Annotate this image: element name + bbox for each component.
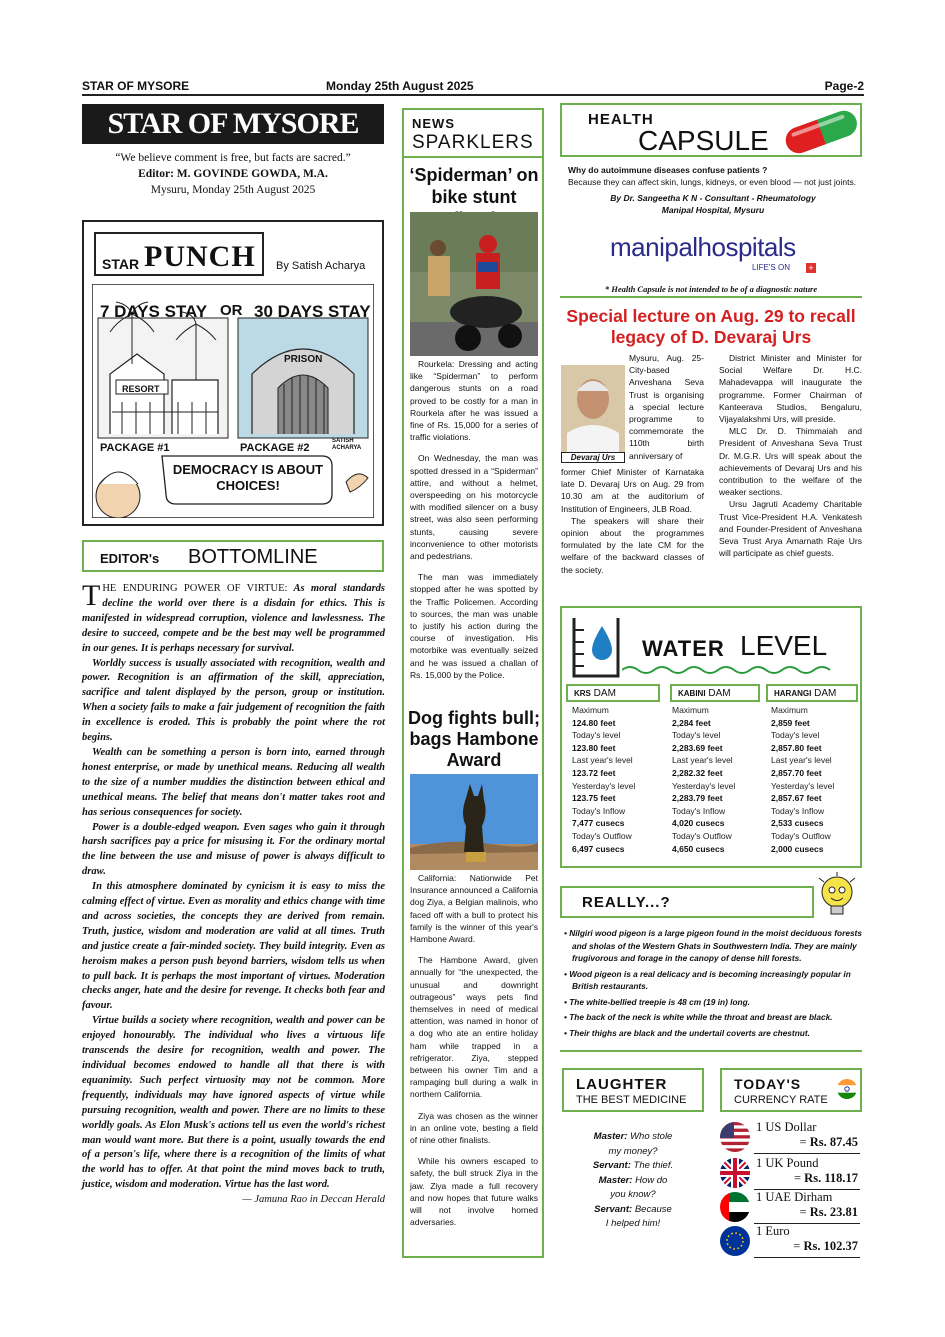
editorial-body [82, 579, 385, 1208]
really-title-box [560, 886, 814, 918]
really-divider [560, 1050, 862, 1052]
news-s2-p3: Ziya was chosen as the winner in an online vote, besting a field of nine other finalists. [410, 1110, 538, 1146]
health-content [568, 164, 858, 216]
news-story-1 [410, 358, 538, 690]
currency-gbp-name: 1 UK Pound [756, 1156, 819, 1170]
masthead-tagline: “We believe comment is free, but facts are sacred.” [115, 152, 351, 164]
lecture-col2 [719, 352, 862, 559]
masthead-title: STAR OF MYSORE [82, 104, 384, 144]
currency-title-box [720, 1068, 862, 1112]
really-item-5-text: Their thighs are black and the undertail coverts are chestnut. [569, 1027, 810, 1038]
currency-eur-name: 1 Euro [756, 1224, 790, 1238]
kabini-max: 2,284 feet [672, 717, 711, 728]
news-sparklers-column [402, 108, 544, 1258]
header-paper-name: STAR OF MYSORE [82, 79, 190, 93]
news-s2-p4: While his owners escaped to safety, the bull struck Ziya in the jaw. Ziya made a full recovery and now hopes that future walks will not involve horned adversaries. [410, 1156, 538, 1228]
dam-krs-suffix: DAM [593, 688, 616, 699]
harangi-inflow: 2,533 cusecs [771, 818, 824, 829]
kabini-inflow: 4,020 cusecs [672, 818, 725, 829]
currency-gbp-value: Rs. 118.17 [804, 1171, 858, 1185]
harangi-today-label: Today's level [771, 730, 820, 741]
header-page-number: Page-2 [824, 79, 864, 93]
joke-line-7 [562, 1217, 704, 1232]
masthead-info [82, 150, 384, 198]
kabini-data [672, 704, 762, 855]
currency-gbp-value-wrap [794, 1171, 858, 1186]
joke-line-1 [562, 1130, 704, 1145]
lecture-headline: Special lecture on Aug. 29 to recall legacy of D. Devaraj Urs [566, 306, 856, 347]
currency-usd-eq: = [799, 1135, 807, 1149]
lecture-c2b: MLC Dr. D. Thimmaiah and President of Anveshana Seva Trust Dr. M.G.R. Urs will speak about the achievements of Devaraj Urs and his contribution to the welfare of the weaker sections. [719, 426, 862, 498]
joke-speaker-4: Master: [598, 1174, 633, 1186]
krs-outflow: 6,497 cusecs [572, 843, 625, 854]
krs-max: 124.80 feet [572, 717, 616, 728]
harangi-yest: 2,857.67 feet [771, 793, 822, 804]
really-item-5: • Their thighs are black and the undertail coverts are chestnut. [564, 1027, 810, 1038]
joke-line-4 [562, 1174, 704, 1189]
news-title-box [404, 110, 542, 158]
krs-today: 123.80 feet [572, 742, 616, 753]
editorial-p3: Wealth can be something a person is born into, earned through honest enterprise, or made by unethical means. Reducing all wealth to the size of a number muddies the distinction between ethical and unethical means. The belief that means don't matter takes root and has serious consequences for society. [82, 746, 385, 818]
star-punch-cartoon [82, 220, 384, 526]
laughter-title-box [562, 1068, 704, 1112]
manipal-plus-icon: + [806, 263, 816, 273]
health-disclaimer: * Health Capsule is not intended to be of a diagnostic nature [560, 284, 862, 298]
health-label-b: CAPSULE [638, 125, 769, 156]
water-wave-line [622, 664, 832, 676]
eu-flag-icon [720, 1226, 750, 1256]
editorial-p2: Worldly success is usually associated with recognition, wealth and power. Recognition is an affirmation of the skill, appreciation, sacrifice and talent displayed by the person, group or institution. When a society fails to make a fair judgement of recognition the faith in excellence is eroded. This is probably the point where the rot begins. [82, 657, 385, 744]
dam-tab-kabini [670, 684, 760, 702]
health-question: Why do autoimmune diseases confuse patients ? [568, 165, 768, 175]
really-item-1: • Nilgiri wood pigeon is a large pigeon found in the moist deciduous forests and sholas of the Western Ghats in Southwestern India. They are mainly frugivorous and forage in the canopy of dense hill forests. [564, 928, 862, 963]
currency-row-usd [720, 1120, 860, 1154]
currency-sub: CURRENCY RATE [734, 1094, 828, 1106]
harangi-outflow-label: Today's Outflow [771, 830, 831, 841]
currency-row-aed [720, 1190, 860, 1224]
punch-title: PUNCH [144, 240, 256, 273]
joke-speaker-1: Master: [593, 1131, 628, 1142]
joke-text-2: my money? [608, 1145, 658, 1157]
joke-text-7: I helped him! [605, 1218, 661, 1229]
currency-aed-eq: = [799, 1205, 807, 1219]
devaraj-urs-caption: Devaraj Urs [561, 452, 625, 463]
currency-row-gbp [720, 1156, 860, 1190]
punch-package-2: PACKAGE #2 [240, 442, 310, 454]
dam-tab-harangi [766, 684, 858, 702]
harangi-last-label: Last year's level [771, 755, 832, 766]
devaraj-urs-photo [561, 365, 625, 453]
punch-star: STAR [102, 256, 140, 272]
uae-flag-icon [720, 1192, 750, 1222]
dam-krs-name: KRS [574, 689, 591, 698]
joke-text-6: Because [634, 1203, 672, 1215]
laughter-title: LAUGHTER [576, 1076, 668, 1093]
harangi-inflow-label: Today's Inflow [771, 805, 825, 816]
joke-line-5 [562, 1188, 704, 1203]
joke-line-2 [562, 1145, 704, 1160]
news-headline-1: ‘Spiderman’ on bike stunt [409, 165, 539, 207]
punch-or: OR [220, 302, 243, 319]
joke-speaker-3: Servant: [592, 1160, 631, 1171]
currency-usd-value-wrap [800, 1135, 858, 1150]
punch-title-box [94, 232, 264, 276]
harangi-data [771, 704, 861, 855]
joke-line-3 [562, 1159, 704, 1174]
currency-eur-value-wrap [793, 1239, 858, 1254]
really-item-3: • The white-bellied treepie is 48 cm (19 in) long. [564, 996, 750, 1007]
krs-data [572, 704, 662, 855]
currency-usd-name: 1 US Dollar [756, 1120, 817, 1134]
joke-line-6 [562, 1203, 704, 1218]
editorial-p4: Power is a double-edged weapon. Even sages who gain it through harsh sacrifices pay a price for misusing it. For the ordinary mortal the line between the use and misuse of power is always difficult to draw. [82, 821, 385, 878]
editorial-drop-cap: T [82, 579, 101, 612]
currency-usd-rule [754, 1153, 860, 1154]
editorial-title-box [82, 540, 384, 572]
kabini-today: 2,283.69 feet [672, 742, 723, 753]
punch-speech-bubble: DEMOCRACY IS ABOUT CHOICES! [172, 462, 324, 493]
harangi-max: 2,859 feet [771, 717, 810, 728]
editorial-label-b: BOTTOMLINE [188, 546, 318, 568]
water-label-b: LEVEL [740, 630, 828, 661]
kabini-last-label: Last year's level [672, 755, 733, 766]
health-byline-2: Manipal Hospital, Mysuru [661, 205, 765, 215]
news-headline-2: Dog fights bull; bags Hambone Award [408, 708, 540, 770]
really-item-4-text: The back of the neck is white while the throat and breast are black. [569, 1012, 833, 1022]
kabini-max-label: Maximum [672, 705, 709, 715]
currency-aed-value: Rs. 23.81 [809, 1205, 858, 1219]
kabini-yest: 2,283.79 feet [672, 793, 723, 804]
editorial-p1: As moral standards decline the world over there is a disdain for ethics. This is manifested in widespread corruption, violence and lawlessness. The desire to succeed, compete and be the best may well be programmed in our genes. It is perhaps necessary for survival. [82, 583, 385, 654]
health-answer: Because they can affect skin, lungs, kidneys, or even blood — not just joints. [568, 177, 857, 187]
page-header [82, 78, 864, 96]
harangi-max-label: Maximum [771, 705, 808, 715]
lecture-col1-rest [561, 466, 704, 576]
editorial-p6: Virtue builds a society where recognition, wealth and power can be enjoyed honourably. The individual who lives a virtuous life transcends the desire for recognition, wealth and power. The individual becomes endowed to handle all that there is with equanimity. Such perfect virtuosity may not be common. More frequently, individuals may have ignored aspects of virtue while pursuing recognition, wealth and power. There are no limits to these worldly goals. As Elon Musk's actions tell us even the world's richest man would want more. But there is a point, usually towards the end of a person's life, where there is a recognition of the limits of what the world has to offer. At that point the mind moves back to truth, justice, wisdom and moderation. Virtue has the last word. [82, 1015, 385, 1191]
health-title-box [560, 103, 862, 157]
harangi-yest-label: Yesterday's level [771, 780, 835, 791]
dam-harangi-suffix: DAM [814, 688, 837, 699]
krs-outflow-label: Today's Outflow [572, 830, 632, 841]
uk-flag-icon [720, 1158, 750, 1188]
krs-today-label: Today's level [572, 730, 621, 741]
dam-harangi-name: HARANGI [774, 689, 812, 698]
news-label-b: SPARKLERS [412, 132, 534, 153]
currency-usd-value: Rs. 87.45 [809, 1135, 858, 1149]
really-title: REALLY...? [582, 894, 671, 911]
health-label-a: HEALTH [588, 111, 654, 128]
kabini-outflow-label: Today's Outflow [672, 830, 732, 841]
punch-left-label: 7 DAYS STAY [100, 302, 208, 321]
joke-text-1: Who stole [630, 1131, 673, 1142]
krs-yest: 123.75 feet [572, 793, 616, 804]
news-s1-p1: Rourkela: Dressing and acting like “Spiderman” to perform dangerous stunts on a road proved to be costly for a man in Rourkela after he was issued a fine of Rs. 15,000 for a series of traffic violations. [410, 359, 538, 443]
harangi-today: 2,857.80 feet [771, 742, 822, 753]
currency-eur-eq: = [793, 1239, 801, 1253]
editorial-p5: In this atmosphere dominated by cynicism it is easy to miss the calming effect of virtue. Even as morality and ethics change with time and across societies, the concepts they are derived from remain. Truth, justice, wisdom and moderation are valid at all times. Truth and justice create a fair-minded society. They build integrity. Even as heroism makes a person push beyond barriers, wisdom tells us when to pull back. It is perhaps the most important of virtues. Moderation checks anger, hate and the desire for revenge. It checks both fear and favour. [82, 881, 385, 1012]
kabini-last: 2,282.32 feet [672, 767, 723, 778]
currency-eur-value: Rs. 102.37 [803, 1239, 858, 1253]
joke-text-5: you know? [610, 1189, 656, 1200]
really-item-4: • The back of the neck is white while the throat and breast are black. [564, 1012, 833, 1022]
kabini-today-label: Today's level [672, 730, 721, 741]
lecture-c1b: former Chief Minister of Karnataka late D. Devaraj Urs on Aug. 29 from 10.30 am at the auditorium of Institution of Engineers, JLB Road. [561, 467, 704, 514]
editorial-lead: HE ENDURING POWER OF VIRTUE: [102, 583, 288, 594]
lecture-c2a: District Minister and Minister for Social Welfare Dr. H.C. Mahadevappa will inaugurate the programme. Former Chairman of Kanteerava Studios, Bengaluru, Vijayalakshmi Urs, will preside. [719, 353, 862, 425]
kabini-inflow-label: Today's Inflow [672, 805, 726, 816]
punch-resort-sign: RESORT [122, 384, 160, 394]
krs-inflow: 7,477 cusecs [572, 818, 625, 829]
currency-eur-rule [754, 1257, 860, 1258]
dam-kabini-suffix: DAM [708, 688, 731, 699]
news-s1-p3: The man was immediately stopped after he was spotted by the Traffic Policemen. According to sources, the man was unable to justify his action during the course of investigation. His motorbike was eventually seized and he was issued a challan of Rs. 15,000 by the Police. [410, 572, 538, 680]
punch-package-1: PACKAGE #1 [100, 442, 170, 454]
punch-prison-sign: PRISON [284, 354, 323, 365]
harangi-outflow: 2,000 cusecs [771, 843, 824, 854]
news-s1-p2: On Wednesday, the man was spotted dressed in a “Spiderman” attire, and without a helmet, overspeeding on his motorcycle with modified silencer on a busy street, was also seen performing stunts, causing severe inconvenience to other motorists and pedestrians. [410, 453, 538, 562]
currency-aed-name: 1 UAE Dirham [756, 1190, 833, 1204]
lecture-col1-wrap: Mysuru, Aug. 25- City-based Anveshana Seva Trust is organising a special lecture programme to commemorate the 110th birth anniversary of [629, 353, 704, 461]
joke-text-3: The thief. [633, 1160, 674, 1171]
lecture-c1c: The speakers will share their opinion about the programmes formulated by the late CM for the welfare of the backward classes of the society. [561, 515, 704, 575]
health-byline-1: By Dr. Sangeetha K N - Consultant - Rheumatology [610, 193, 816, 203]
news-s2-p1: California: Nationwide Pet Insurance announced a California dog Ziya, a Belgian malinois, who faced off with a bull to protect his family is the winner of this year's Hambone Award. [410, 873, 538, 945]
currency-gbp-eq: = [793, 1171, 802, 1185]
dog-photo [410, 774, 538, 870]
us-flag-icon [720, 1122, 750, 1152]
really-item-2: • Wood pigeon is a real delicacy and is becoming increasingly popular in British restaurants. [564, 968, 851, 991]
currency-title: TODAY'S [734, 1076, 802, 1092]
punch-signature: SATISH ACHARYA [332, 438, 362, 451]
krs-yest-label: Yesterday's level [572, 780, 636, 791]
water-label-a: WATER [642, 636, 725, 661]
header-date: Monday 25th August 2025 [326, 79, 474, 93]
laughter-sub: THE BEST MEDICINE [576, 1094, 687, 1106]
masthead-dateline: Mysuru, Monday 25th August 2025 [150, 184, 316, 196]
dam-tab-krs [566, 684, 660, 702]
currency-aed-value-wrap [800, 1205, 858, 1220]
really-list [562, 927, 862, 1039]
bulb-icon [814, 872, 860, 922]
water-gauge-icon [572, 616, 626, 682]
punch-right-label: 30 DAYS STAY [254, 302, 371, 321]
kabini-outflow: 4,650 cusecs [672, 843, 725, 854]
editorial-label-a: EDITOR's [100, 551, 160, 566]
pill-icon [780, 107, 862, 155]
india-flag-icon [836, 1078, 858, 1100]
editorial-credit: — Jamuna Rao in Deccan Herald [242, 1194, 385, 1206]
kabini-yest-label: Yesterday's level [672, 780, 736, 791]
really-item-2-text: Wood pigeon is a real delicacy and is becoming increasingly popular in British restaurants. [569, 968, 851, 991]
joke-text-4: How do [635, 1174, 668, 1186]
dam-kabini-name: KABINI [678, 689, 706, 698]
manipal-logo-text: manipalhospitals [610, 232, 796, 262]
spiderman-photo [410, 212, 538, 356]
news-story-2 [410, 872, 538, 1237]
krs-last: 123.72 feet [572, 767, 616, 778]
really-item-1-text: Nilgiri wood pigeon is a large pigeon found in the moist deciduous forests and sholas of the Western Ghats in Southwestern India. They are mainly frugivorous and forage in the canopy of dense hill forests. [569, 928, 862, 963]
news-s2-p2: The Hambone Award, given annually for “the unexpected, the unusual and downright outrageous” ways pets find themselves in need of medical attention, was named in honor of a dog who ate an entire holiday ham while trapped in a refrigerator. Ziya, stepped between his owner Tim and a rampaging bull during a walk in northern California. [410, 955, 538, 1100]
masthead-editor: Editor: M. GOVINDE GOWDA, M.A. [138, 168, 328, 180]
krs-max-label: Maximum [572, 705, 609, 715]
punch-byline: By Satish Acharya [276, 260, 366, 272]
news-label-a: NEWS [412, 116, 455, 131]
joke-speaker-6: Servant: [594, 1203, 633, 1215]
really-item-3-text: The white-bellied treepie is 48 cm (19 in) long. [569, 996, 750, 1007]
laughter-joke [562, 1130, 704, 1232]
krs-last-label: Last year's level [572, 755, 633, 766]
harangi-last: 2,857.70 feet [771, 767, 822, 778]
currency-row-eur [720, 1224, 860, 1258]
lecture-c2c: Ursu Jagruti Academy Charitable Trust Vice-President H.A. Venkatesh and Founder-President of Anveshana Seva Trust Arya Amarnath Raje Urs will participate as chief guests. [719, 499, 862, 559]
krs-inflow-label: Today's Inflow [572, 805, 626, 816]
manipal-slogan: LIFE'S ON [752, 263, 790, 272]
